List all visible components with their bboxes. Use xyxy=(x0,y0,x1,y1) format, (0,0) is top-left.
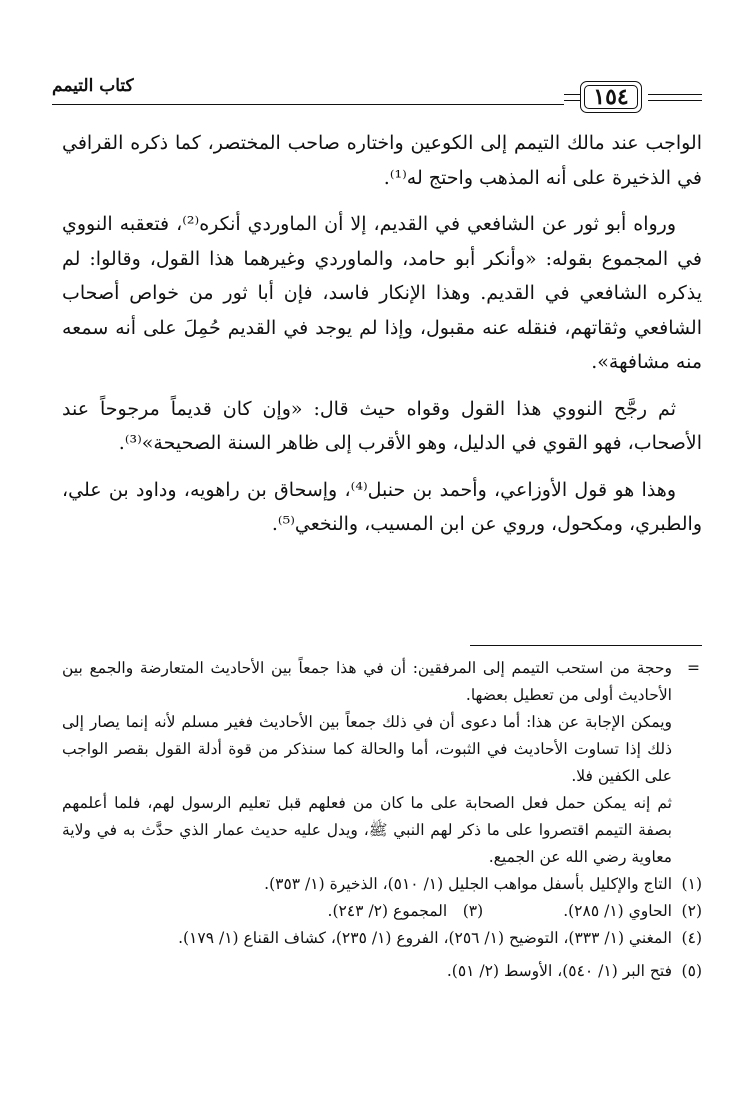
footnote-3 xyxy=(328,898,484,925)
footnote-4 xyxy=(62,925,702,952)
footnote-paragraph-2: ويمكن الإجابة عن هذا: أما دعوى أن في ذلك جمعاً بين الأحاديث فغير مسلم لأنه إنما يصار إلى ذلك إذا تساوت الأحاديث في الثبوت، أما والحالة كما سنذكر من قوة أدلة القول بقصر الواجب على الكفين فلا. xyxy=(62,713,672,785)
footnote-number: (٤) xyxy=(681,929,702,947)
footnote-number: (٥) xyxy=(681,962,702,980)
footnote-text: التاج والإكليل بأسفل مواهب الجليل (١/ ٥١٠)، الذخيرة (١/ ٣٥٣). xyxy=(264,875,672,893)
footnote-separator xyxy=(470,645,702,646)
footnote-text: الحاوي (١/ ٢٨٥). xyxy=(563,902,672,920)
footnote-2 xyxy=(563,898,702,925)
page-number-frame xyxy=(580,81,642,113)
continuation-text: وحجة من استحب التيمم إلى المرفقين: أن في هذا جمعاً بين الأحاديث المتعارضة والجمع بين الأحاديث أولى من تعطيل بعضها. xyxy=(62,659,672,704)
page-number: ١٥٤ xyxy=(593,84,629,110)
running-head: كتاب التيمم xyxy=(52,76,134,96)
paragraph-4: وهذا هو قول الأوزاعي، وأحمد بن حنبل⁽⁴⁾، وإسحاق بن راهويه، وداود بن علي، والطبري، ومكحول، وروي عن ابن المسيب، والنخعي⁽⁵⁾. xyxy=(62,478,702,535)
footnote-row-2-3 xyxy=(62,898,702,925)
paragraph-2: ورواه أبو ثور عن الشافعي في القديم، إلا أن الماوردي أنكره⁽²⁾، فتعقبه النووي في المجموع بقوله: «وأنكر أبو حامد، والماوردي وغيرهما هذا القول، وقالوا: لم يذكره الشافعي في القديم. وهذا الإنكار فاسد، فإن أبا ثور من خواص أصحاب الشافعي وثقاتهم، فنقله عنه مقبول، وإذا لم يوجد في القديم حُمِلَ على أنه سمعه منه مشافهة». xyxy=(62,213,702,373)
main-text xyxy=(62,126,702,554)
page-header xyxy=(52,74,702,114)
header-rule xyxy=(52,104,564,105)
footnote-text: المغني (١/ ٣٣٣)، التوضيح (١/ ٢٥٦)، الفروع (١/ ٢٣٥)، كشاف القناع (١/ ١٧٩). xyxy=(178,929,672,947)
footnote-text: فتح البر (١/ ٥٤٠)، الأوسط (٢/ ٥١). xyxy=(446,962,672,980)
footnote-5 xyxy=(62,958,702,985)
continuation-mark: = xyxy=(687,659,700,677)
footnote-continuation xyxy=(62,655,702,709)
footnote-number: (١) xyxy=(681,875,702,893)
footnote-number: (٢) xyxy=(681,902,702,920)
footnote-1 xyxy=(62,871,702,898)
header-double-rule xyxy=(648,94,702,101)
header-connector xyxy=(564,94,580,101)
footnote-paragraph-3: ثم إنه يمكن حمل فعل الصحابة على ما كان من فعلهم قبل تعليم الرسول لهم، فلما أعلمهم بصفة التيمم اقتصروا على ما ذكر لهم النبي ﷺ، ويدل عليه حديث عمار الذي حدَّث به في ولاية معاوية رضي الله عن الجميع. xyxy=(62,794,672,866)
footnote-text: المجموع (٢/ ٢٤٣). xyxy=(327,902,448,920)
paragraph-3: ثم رجَّح النووي هذا القول وقواه حيث قال: «وإن كان قديماً مرجوحاً عند الأصحاب، فهو القوي في الدليل، وهو الأقرب إلى ظاهر السنة الصحيحة»⁽³⁾. xyxy=(62,397,702,454)
footnote-number: (٣) xyxy=(462,902,484,920)
footnotes xyxy=(62,655,702,985)
paragraph-1: الواجب عند مالك التيمم إلى الكوعين واختاره صاحب المختصر، كما ذكره القرافي في الذخيرة على أنه المذهب واحتج له⁽¹⁾. xyxy=(62,132,702,189)
